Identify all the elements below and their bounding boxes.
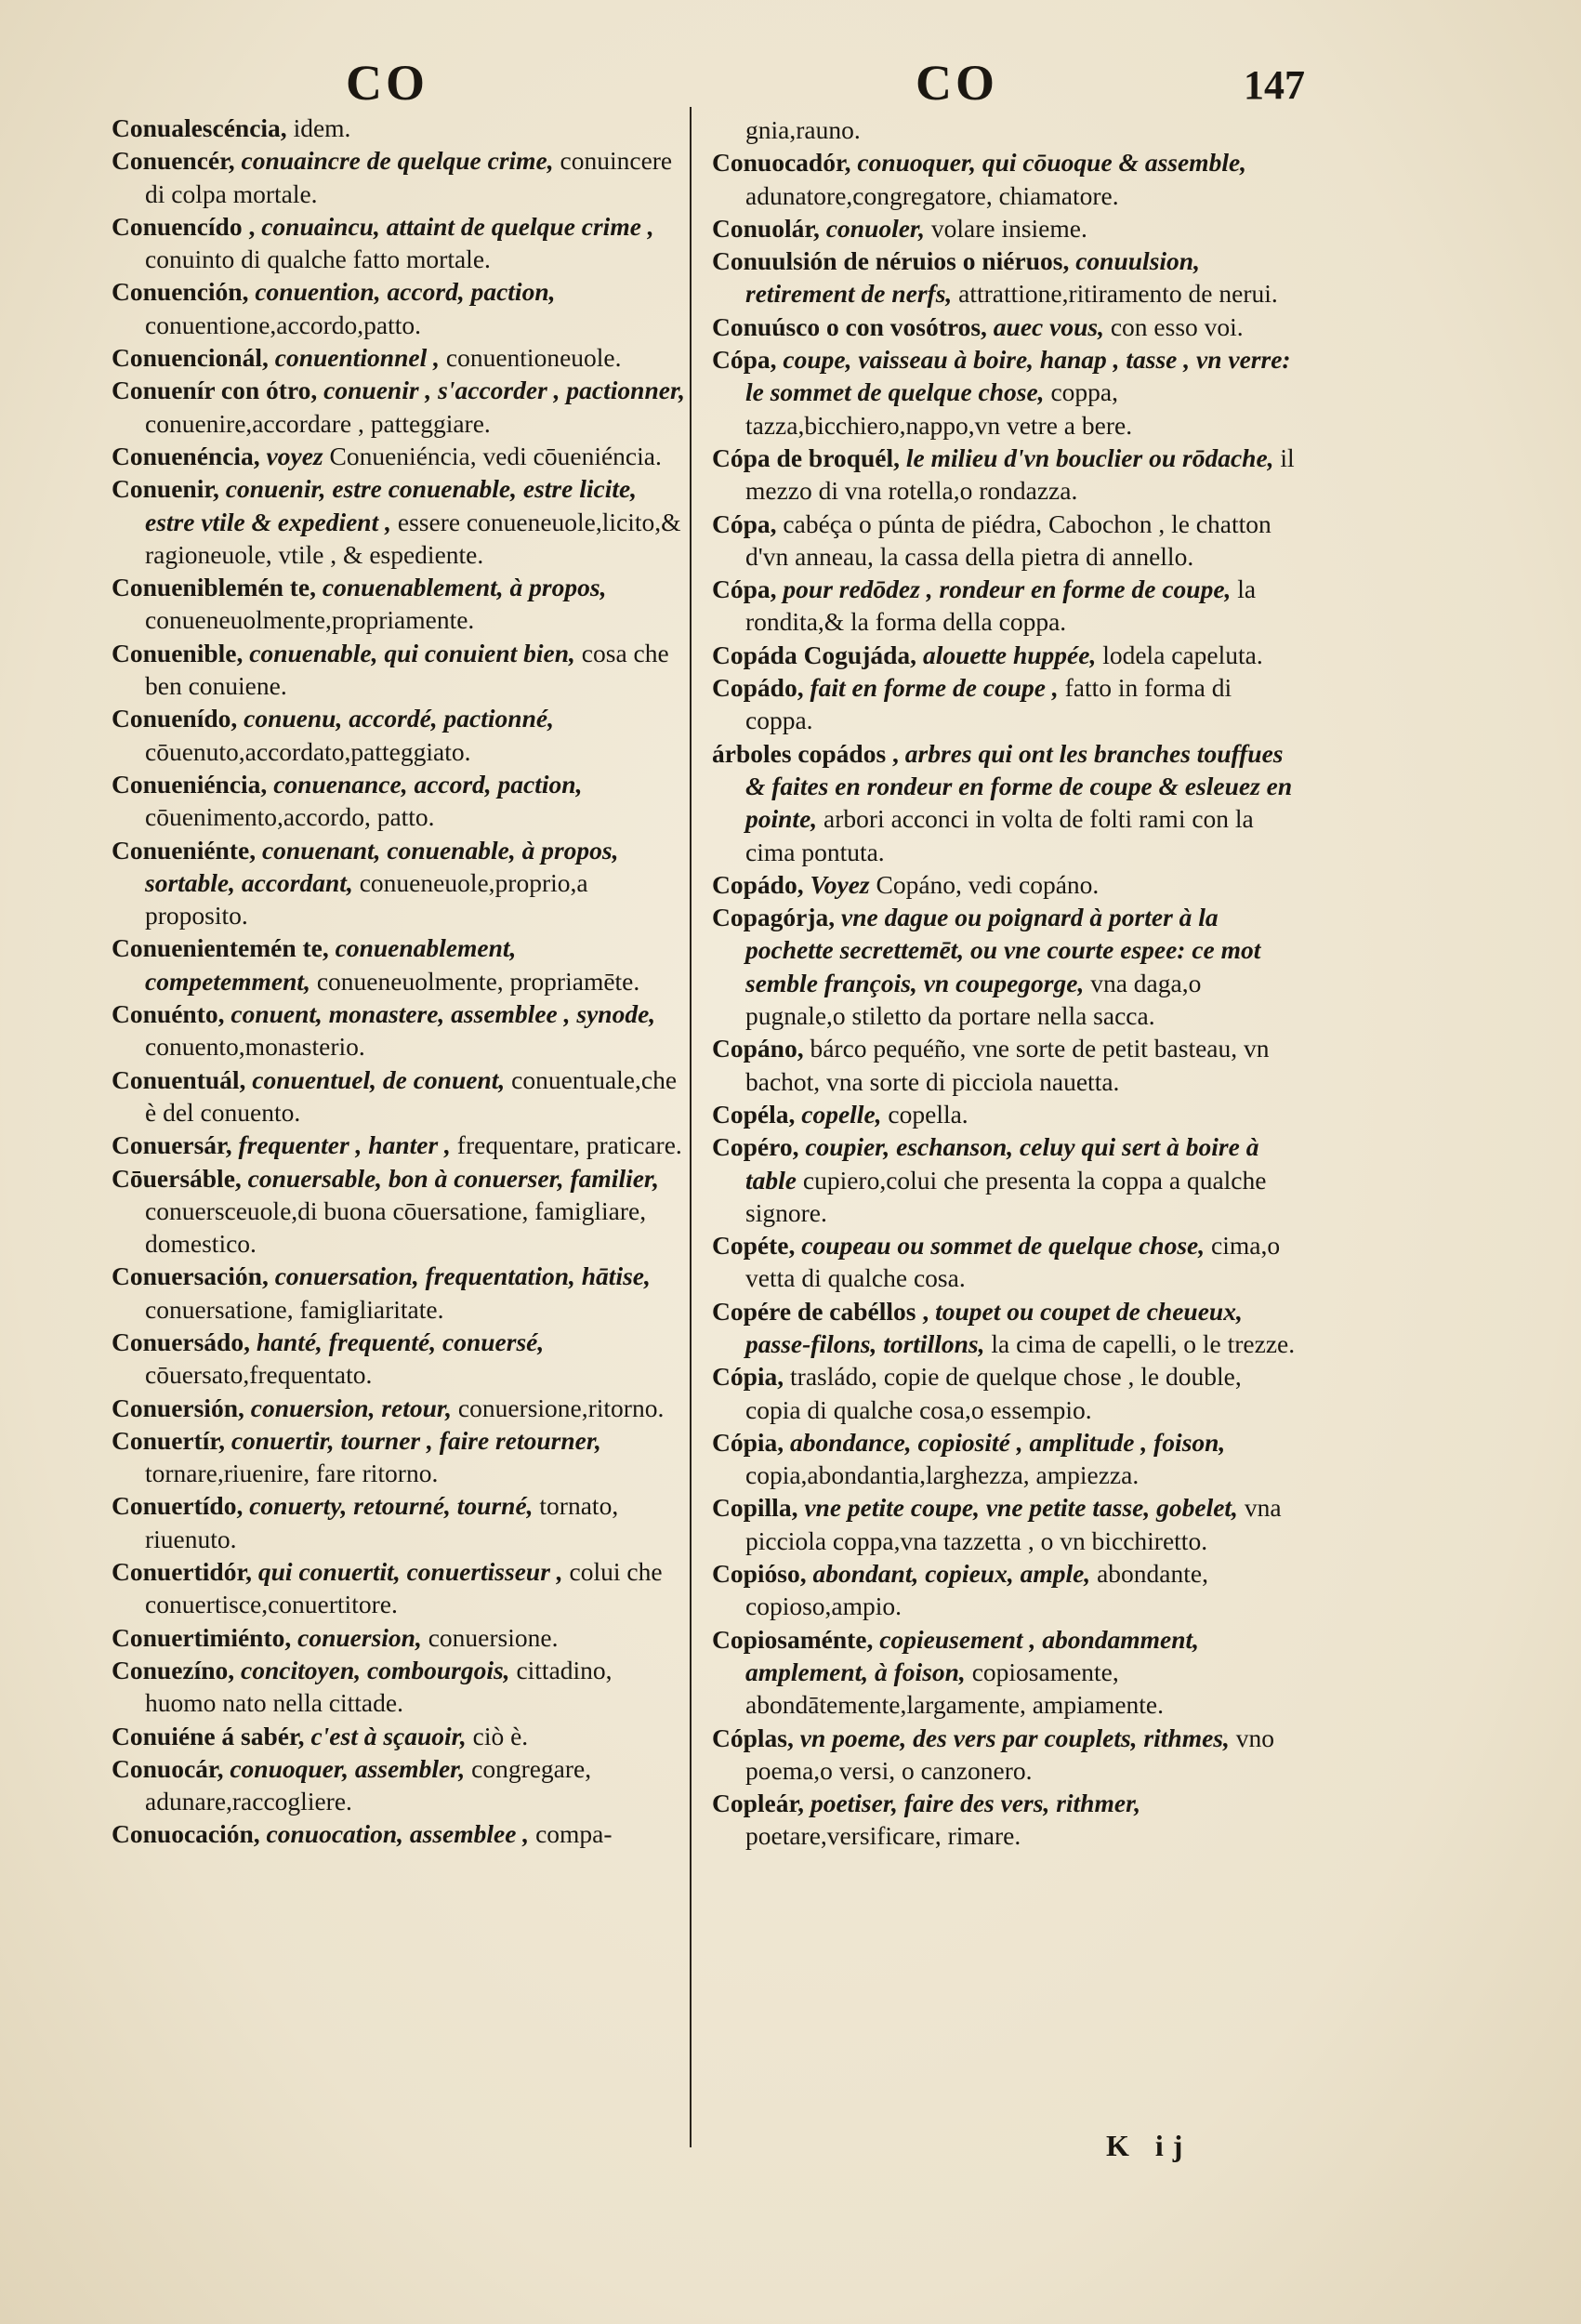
entry-italian-gloss: colui che conuertisce,conuertitore.	[145, 1557, 663, 1619]
entry-headword: Conuúsco o con vosótros,	[712, 311, 987, 341]
dictionary-entry	[112, 1162, 688, 1261]
entry-french-gloss: coupe, vaisseau à boire, hanap , tasse , vn verre: le sommet de quelque chose,	[745, 345, 1291, 407]
entry-french-gloss: conuentionnel ,	[274, 343, 440, 373]
entry-french-gloss: copelle,	[801, 1099, 882, 1129]
entry-headword: Conuocadór,	[712, 148, 851, 178]
entry-headword: Copióso,	[712, 1559, 807, 1589]
entry-headword: Conuersión,	[112, 1393, 244, 1422]
entry-italian-gloss: vno poema,o versi, o canzonero.	[745, 1723, 1274, 1785]
entry-italian-gloss: poetare,versificare, rimare.	[745, 1821, 1021, 1851]
dictionary-entry	[712, 671, 1298, 737]
entry-italian-gloss: conuenire,accordare , patteggiare.	[145, 408, 491, 438]
entry-headword: Copádo,	[712, 673, 804, 703]
entry-french-gloss: conuenir , s'accorder , pactionner,	[323, 376, 686, 405]
entry-french-gloss: frequenter , hanter ,	[238, 1130, 451, 1160]
entry-french-gloss: conuulsion, retirement de nerfs,	[745, 246, 1200, 309]
dictionary-entry	[112, 1129, 688, 1161]
dictionary-entry	[112, 768, 688, 834]
entry-headword: Conuenéncia,	[112, 441, 260, 470]
column-rule	[690, 107, 692, 2147]
entry-italian-gloss: trasládo, copie de quelque chose , le double, copia di qualche cosa,o essempio.	[745, 1362, 1242, 1424]
entry-french-gloss: conuenir, estre conuenable, estre licite, estre vtile & expedient ,	[145, 474, 638, 536]
dictionary-entry	[112, 1489, 688, 1555]
entry-headword: Conuenído,	[112, 704, 238, 733]
entry-french-gloss: conuoquer, assembler,	[230, 1753, 466, 1783]
entry-italian-gloss: tornato, riuenuto.	[145, 1491, 619, 1553]
dictionary-entry	[712, 737, 1298, 868]
entry-italian-gloss: cōuenuto,accordato,patteggiato.	[145, 736, 471, 766]
entry-french-gloss: hanté, frequenté, conuersé,	[256, 1327, 545, 1356]
entry-headword: Copére de cabéllos ,	[712, 1296, 929, 1326]
entry-italian-gloss: conuersceuole,di buona cōuersatione, famigliare, domestico.	[145, 1195, 647, 1259]
entry-headword: Conueniéncia,	[112, 769, 268, 799]
left-column	[112, 112, 688, 1851]
entry-italian-gloss: cupiero,colui che presenta la coppa a qualche signore.	[745, 1165, 1267, 1227]
entry-french-gloss: conuocation, assemblee ,	[266, 1819, 530, 1849]
entry-headword: Conuencér,	[112, 146, 235, 176]
entry-italian-gloss: Copáno, vedi copáno.	[876, 869, 1100, 899]
entry-headword: Conuezíno,	[112, 1655, 235, 1684]
entry-headword: Cōuersáble,	[112, 1163, 242, 1193]
entry-italian-gloss: abondante, copioso,ampio.	[745, 1559, 1208, 1621]
dictionary-entry	[712, 244, 1298, 310]
entry-headword: Conuocación,	[112, 1819, 260, 1849]
dictionary-entry	[112, 440, 688, 472]
dictionary-entry	[112, 834, 688, 932]
entry-headword: Conuertír,	[112, 1425, 225, 1455]
entry-italian-gloss: bárco pequéño, vne sorte de petit basteau, vn bachot, vna sorte di picciola nauetta.	[745, 1034, 1270, 1096]
dictionary-entry	[112, 702, 688, 768]
dictionary-entry	[712, 639, 1298, 671]
entry-headword: Cópa,	[712, 574, 777, 604]
dictionary-entry	[112, 1063, 688, 1129]
entry-italian-gloss: adunatore,congregatore, chiamatore.	[745, 180, 1119, 210]
dictionary-entry	[712, 1491, 1298, 1557]
entry-italian-gloss: conueneuole,proprio,a proposito.	[145, 867, 588, 931]
entry-french-gloss: concitoyen, combourgois,	[241, 1655, 510, 1684]
entry-headword: Conuertído,	[112, 1491, 244, 1521]
dictionary-entry	[712, 868, 1298, 901]
entry-italian-gloss: con esso voi.	[1110, 311, 1244, 341]
dictionary-entry	[112, 1720, 688, 1752]
entry-french-gloss: conuaincu, attaint de quelque crime ,	[261, 211, 654, 241]
dictionary-entry	[712, 1722, 1298, 1788]
entry-italian-gloss: essere conueneuole,licito,& ragioneuole, vtile , & espediente.	[145, 507, 681, 569]
entry-headword: Cóplas,	[712, 1723, 794, 1752]
dictionary-entry	[712, 901, 1298, 1032]
entry-italian-gloss: cima,o vetta di qualche cosa.	[745, 1231, 1281, 1293]
entry-italian-gloss: gnia,rauno.	[745, 115, 861, 144]
entry-headword: Conuiéne á sabér,	[112, 1721, 305, 1750]
dictionary-entry	[712, 343, 1298, 442]
entry-french-gloss: conuenant, conuenable, à propos, sortable, accordant,	[145, 835, 619, 897]
entry-italian-gloss: attrattione,ritiramento de nerui.	[958, 279, 1278, 309]
entry-french-gloss: le milieu d'vn bouclier ou rōdache,	[905, 442, 1274, 472]
entry-headword: Cópa,	[712, 508, 777, 538]
entry-headword: Conualescéncia,	[112, 113, 287, 142]
entry-headword: Conuénto,	[112, 999, 225, 1029]
dictionary-entry	[712, 1130, 1298, 1229]
entry-italian-gloss: vna daga,o pugnale,o stiletto da portare nella sacca.	[745, 968, 1202, 1031]
dictionary-entry	[712, 1098, 1298, 1130]
entry-headword: Copiosaménte,	[712, 1624, 874, 1654]
entry-headword: Conuersár,	[112, 1130, 232, 1160]
entry-headword: Conuencionál,	[112, 343, 269, 373]
entry-italian-gloss: conuentuale,che è del conuento.	[145, 1064, 678, 1127]
entry-italian-gloss: conuinto di qualche fatto mortale.	[145, 244, 491, 274]
entry-headword: Conuenible,	[112, 638, 244, 667]
entry-headword: Cópa,	[712, 345, 777, 375]
entry-italian-gloss: cōuenimento,accordo, patto.	[145, 802, 435, 832]
entry-french-gloss: conuersion, retour,	[250, 1393, 452, 1422]
entry-french-gloss: conuerty, retourné, tourné,	[249, 1491, 534, 1521]
entry-headword: Conuención,	[112, 277, 249, 307]
entry-headword: Conueniénte,	[112, 835, 257, 865]
entry-french-gloss: pour redōdez , rondeur en forme de coupe,	[783, 574, 1232, 604]
entry-italian-gloss: conuincere di colpa mortale.	[145, 146, 673, 208]
entry-french-gloss: coupier, eschanson, celuy qui sert à boire à table	[745, 1132, 1259, 1195]
entry-headword: Copéte,	[712, 1231, 796, 1261]
entry-french-gloss: conuenablement, competemment,	[145, 933, 517, 996]
running-head-right: CO	[916, 55, 998, 111]
dictionary-entry	[712, 113, 1298, 146]
entry-italian-gloss: cabéça o púnta de piédra, Cabochon , le chatton d'vn anneau, la cassa della pietra di annello.	[745, 508, 1271, 571]
dictionary-entry	[112, 1817, 688, 1850]
entry-french-gloss: fait en forme de coupe ,	[810, 673, 1059, 703]
entry-french-gloss: conuersion,	[297, 1622, 422, 1652]
entry-italian-gloss: conuersione,ritorno.	[457, 1393, 665, 1422]
entry-french-gloss: vne petite coupe, vne petite tasse, gobelet,	[804, 1493, 1238, 1523]
entry-french-gloss: abondance, copiosité , amplitude , foison,	[790, 1427, 1226, 1457]
entry-italian-gloss: volare insieme.	[930, 213, 1087, 243]
running-head-left: CO	[346, 55, 428, 111]
entry-italian-gloss: conuentioneuole.	[445, 343, 622, 373]
entry-italian-gloss: idem.	[293, 113, 351, 142]
dictionary-entry	[712, 212, 1298, 244]
entry-italian-gloss: vna picciola coppa,vna tazzetta , o vn bicchiretto.	[745, 1493, 1282, 1555]
entry-italian-gloss: il mezzo di vna rotella,o rondazza.	[745, 442, 1295, 506]
entry-french-gloss: abondant, copieux, ample,	[812, 1559, 1091, 1589]
entry-french-gloss: conuenu, accordé, pactionné,	[244, 704, 554, 733]
entry-headword: Conuersádo,	[112, 1327, 250, 1356]
entry-headword: Conuulsión de néruios o niéruos,	[712, 246, 1070, 276]
entry-italian-gloss: ciò è.	[472, 1721, 529, 1750]
entry-headword: Cópa de broquél,	[712, 442, 900, 472]
entry-italian-gloss: Conueniéncia, vedi cōueniéncia.	[329, 441, 662, 470]
entry-french-gloss: conuoler,	[825, 213, 925, 243]
entry-french-gloss: Voyez	[810, 869, 870, 899]
entry-headword: Copáno,	[712, 1034, 804, 1063]
entry-italian-gloss: conueneuolmente,propriamente.	[145, 605, 475, 635]
entry-headword: Conueniblemén te,	[112, 573, 316, 602]
dictionary-entry	[112, 1326, 688, 1392]
entry-french-gloss: vn poeme, des vers par couplets, rithmes,	[799, 1723, 1230, 1752]
entry-italian-gloss: cōuersato,frequentato.	[145, 1360, 373, 1390]
entry-french-gloss: conuenance, accord, paction,	[273, 769, 583, 799]
dictionary-entry	[112, 1752, 688, 1818]
entry-french-gloss: conuenable, qui conuient bien,	[249, 638, 575, 667]
dictionary-entry	[112, 112, 688, 144]
dictionary-entry	[712, 1032, 1298, 1098]
dictionary-entry	[112, 341, 688, 374]
entry-french-gloss: conuention, accord, paction,	[255, 277, 556, 307]
dictionary-entry	[112, 144, 688, 210]
entry-headword: Conuencído ,	[112, 211, 256, 241]
dictionary-entry	[712, 1557, 1298, 1623]
entry-french-gloss: alouette huppée,	[922, 640, 1097, 669]
entry-headword: Conuertidór,	[112, 1557, 253, 1587]
signature-mark: K ij	[1106, 2129, 1192, 2162]
entry-headword: árboles copádos ,	[712, 738, 899, 768]
entry-french-gloss: vne dague ou poignard à porter à la pochette secrettemēt, ou vne courte espee: ce mot semble françois, vn coupegorge,	[745, 903, 1261, 997]
dictionary-entry	[112, 374, 688, 440]
entry-headword: Conuentuál,	[112, 1064, 246, 1094]
entry-italian-gloss: copia,abondantia,larghezza, ampiezza.	[745, 1460, 1140, 1490]
entry-headword: Conuersación,	[112, 1261, 269, 1291]
entry-italian-gloss: arbori acconci in volta de folti rami con la cima pontuta.	[745, 804, 1254, 866]
entry-headword: Copilla,	[712, 1493, 798, 1523]
entry-headword: Copáda Cogujáda,	[712, 640, 917, 669]
entry-french-gloss: auec vous,	[993, 311, 1104, 341]
dictionary-entry	[112, 472, 688, 571]
entry-french-gloss: conuoquer, qui cōuoque & assemble,	[857, 148, 1247, 178]
dictionary-entry	[112, 637, 688, 703]
entry-headword: Copéro,	[712, 1132, 799, 1162]
entry-headword: Copádo,	[712, 869, 804, 899]
entry-italian-gloss: cittadino, huomo nato nella cittade.	[145, 1655, 613, 1718]
entry-french-gloss: coupeau ou sommet de quelque chose,	[801, 1231, 1206, 1261]
entry-headword: Conuertimiénto,	[112, 1622, 292, 1652]
dictionary-entry	[112, 1654, 688, 1720]
entry-french-gloss: conuenablement, à propos,	[322, 573, 607, 602]
entry-headword: Conuenír con ótro,	[112, 376, 318, 405]
entry-headword: Conuenientemén te,	[112, 933, 329, 963]
right-column	[712, 113, 1298, 1853]
entry-french-gloss: voyez	[266, 441, 323, 470]
dictionary-entry	[112, 1260, 688, 1326]
entry-italian-gloss: frequentare, praticare.	[456, 1130, 682, 1160]
dictionary-entry	[712, 1360, 1298, 1426]
page-number: 147	[1244, 62, 1305, 108]
entry-italian-gloss: copiosamente, abondātemente,largamente, ampiamente.	[745, 1657, 1164, 1720]
dictionary-entry	[112, 997, 688, 1063]
entry-italian-gloss: la rondita,& la forma della coppa.	[745, 574, 1257, 637]
dictionary-entry	[712, 573, 1298, 639]
dictionary-entry	[712, 1229, 1298, 1295]
dictionary-entry	[712, 1787, 1298, 1853]
dictionary-entry	[112, 571, 688, 637]
entry-italian-gloss: fatto in forma di coppa.	[745, 673, 1232, 735]
entry-french-gloss: conuersation, frequentation, hātise,	[274, 1261, 651, 1291]
entry-italian-gloss: copella.	[888, 1099, 968, 1129]
entry-headword: Copéla,	[712, 1099, 796, 1129]
entry-french-gloss: conuent, monastere, assemblee , synode,	[231, 999, 656, 1029]
dictionary-entry	[712, 310, 1298, 343]
entry-french-gloss: copieusement , abondamment, amplement, à foison,	[745, 1624, 1200, 1686]
entry-headword: Cópia,	[712, 1427, 784, 1457]
entry-italian-gloss: conueneuolmente, propriamēte.	[316, 966, 640, 996]
entry-french-gloss: qui conuertit, conuertisseur ,	[257, 1557, 563, 1587]
entry-headword: Conuenir,	[112, 474, 219, 504]
dictionary-entry	[112, 1392, 688, 1424]
entry-italian-gloss: congregare, adunare,raccogliere.	[145, 1753, 592, 1816]
entry-italian-gloss: compa-	[535, 1819, 613, 1849]
dictionary-entry	[112, 931, 688, 997]
entry-french-gloss: conuentuel, de conuent,	[252, 1064, 506, 1094]
dictionary-entry	[112, 1424, 688, 1490]
dictionary-entry	[712, 146, 1298, 212]
entry-italian-gloss: conuento,monasterio.	[145, 1032, 365, 1062]
entry-italian-gloss: coppa, tazza,bicchiero,nappo,vn vetre a bere.	[745, 377, 1133, 440]
dictionary-entry	[712, 1426, 1298, 1492]
entry-italian-gloss: la cima de capelli, o le trezze.	[991, 1328, 1296, 1358]
entry-headword: Copleár,	[712, 1789, 805, 1818]
dictionary-entry	[712, 442, 1298, 508]
entry-headword: Cópia,	[712, 1362, 784, 1392]
entry-headword: Conuocár,	[112, 1753, 224, 1783]
entry-french-gloss: poetiser, faire des vers, rithmer,	[810, 1789, 1141, 1818]
entry-french-gloss: toupet ou coupet de cheueux, passe-filons, tortillons,	[745, 1296, 1243, 1358]
dictionary-entry	[712, 1623, 1298, 1722]
dictionary-entry	[112, 1555, 688, 1621]
entry-french-gloss: c'est à sçauoir,	[310, 1721, 467, 1750]
entry-italian-gloss: conuersatione, famigliaritate.	[145, 1294, 444, 1324]
entry-french-gloss: conuaincre de quelque crime,	[241, 146, 554, 176]
entry-french-gloss: arbres qui ont les branches touffues & faites en rondeur en forme de coupe & esleuez en pointe,	[745, 738, 1293, 834]
entry-headword: Conuolár,	[712, 213, 820, 243]
dictionary-entry	[712, 1295, 1298, 1361]
entry-french-gloss: conuertir, tourner , faire retourner,	[231, 1425, 601, 1455]
entry-headword: Copagórja,	[712, 903, 836, 932]
entry-italian-gloss: tornare,riuenire, fare ritorno.	[145, 1459, 439, 1488]
entry-italian-gloss: lodela capeluta.	[1102, 640, 1263, 669]
entry-italian-gloss: conuersione.	[428, 1622, 559, 1652]
entry-italian-gloss: cosa che ben conuiene.	[145, 638, 669, 701]
dictionary-entry	[112, 210, 688, 276]
entry-french-gloss: conuersable, bon à conuerser, familier,	[247, 1163, 659, 1193]
dictionary-entry	[112, 1621, 688, 1654]
entry-italian-gloss: conuentione,accordo,patto.	[145, 310, 422, 339]
dictionary-entry	[712, 508, 1298, 574]
dictionary-entry	[112, 275, 688, 341]
